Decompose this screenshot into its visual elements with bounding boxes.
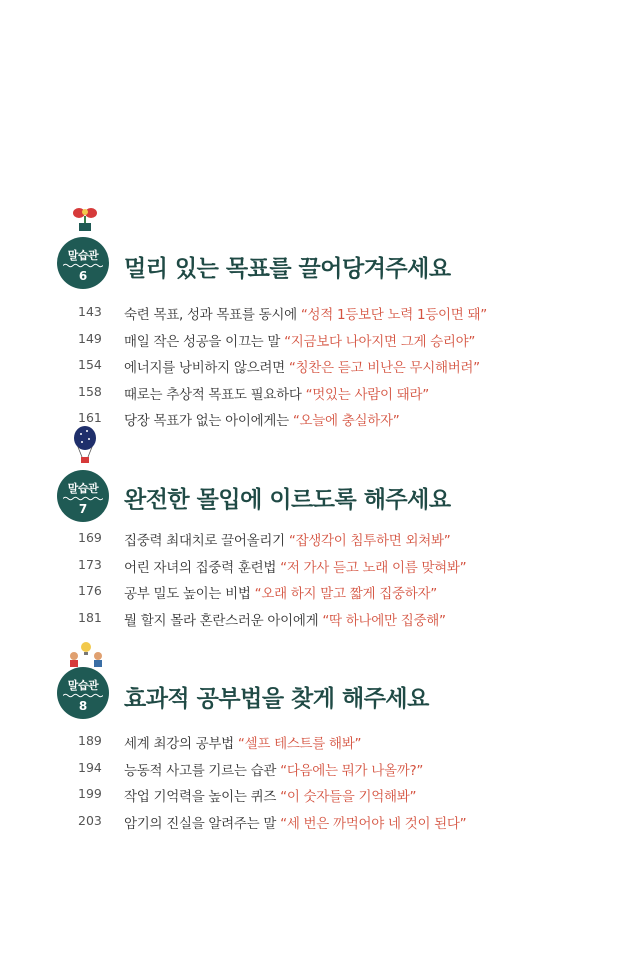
- badge-label: 말습관: [67, 679, 99, 692]
- entry-quote: “세 번은 까먹어야 네 것이 된다”: [280, 815, 467, 832]
- chapter-badge: [57, 667, 109, 719]
- entry-text: 숙련 목표, 성과 목표를 동시에 “성적 1등보단 노력 1등이면 돼”: [124, 307, 487, 323]
- entry-list: [0, 732, 630, 838]
- chapter-badge: [57, 237, 109, 289]
- entry-text: 집중력 최대치로 끌어올리기 “잡생각이 침투하면 외쳐봐”: [124, 533, 451, 549]
- entry-quote: “오래 하지 말고 짧게 집중하자”: [254, 586, 437, 602]
- flower-pot-icon: [70, 204, 100, 234]
- entry-quote: “다음에는 뭐가 나올까?”: [280, 762, 424, 779]
- entry-quote: “칭찬은 듣고 비난은 무시해버려”: [288, 360, 480, 376]
- hot-air-balloon-icon: [72, 425, 98, 465]
- entry-quote: “성적 1등보단 노력 1등이면 돼”: [300, 307, 487, 323]
- entry-list: [0, 529, 630, 635]
- page-number: 143: [78, 304, 102, 319]
- page-number: 189: [78, 733, 102, 748]
- page-number: 173: [78, 556, 102, 572]
- entry-text: 세계 최강의 공부법 “셀프 테스트를 해봐”: [124, 736, 362, 752]
- entry-text: 작업 기억력을 높이는 퀴즈 “이 숫자들을 기억해봐”: [124, 789, 417, 805]
- page-number: 176: [78, 583, 102, 598]
- entry-quote: “멋있는 사람이 돼라”: [305, 386, 429, 403]
- entry-quote: “딱 하나에만 집중해”: [322, 612, 446, 629]
- entry-text: 당장 목표가 없는 아이에게는 “오늘에 충실하자”: [124, 413, 400, 429]
- list-item: [0, 759, 630, 786]
- wave-icon: [63, 496, 103, 501]
- page-number: 149: [78, 330, 102, 346]
- entry-quote: “오늘에 충실하자”: [292, 413, 400, 429]
- badge-label: 말습관: [67, 249, 99, 262]
- chapter-title: 멀리 있는 목표를 끌어당겨주세요: [124, 256, 451, 282]
- wave-icon: [63, 693, 103, 698]
- chapter-number: 7: [78, 502, 88, 516]
- list-item: [0, 785, 630, 812]
- wave-icon: [63, 263, 103, 268]
- lightbulb-characters-icon: [66, 640, 106, 668]
- list-item: [0, 732, 630, 759]
- list-item: [0, 556, 630, 583]
- page-number: 203: [78, 812, 102, 828]
- chapter-title: 완전한 몰입에 이르도록 해주세요: [124, 487, 451, 513]
- list-item: [0, 812, 630, 839]
- list-item: [0, 582, 630, 609]
- entry-text: 때로는 추상적 목표도 필요하다 “멋있는 사람이 돼라”: [124, 386, 429, 403]
- entry-text: 어린 자녀의 집중력 훈련법 “저 가사 듣고 노래 이름 맞혀봐”: [124, 559, 467, 576]
- list-item: [0, 383, 630, 410]
- page-number: 169: [78, 530, 102, 545]
- page-number: 199: [78, 786, 102, 801]
- entry-text: 에너지를 낭비하지 않으려면 “칭찬은 듣고 비난은 무시해버려”: [124, 360, 480, 376]
- entry-quote: “셀프 테스트를 해봐”: [237, 736, 362, 752]
- page-number: 154: [78, 357, 102, 372]
- chapter-number: 6: [78, 269, 88, 283]
- entry-quote: “지금보다 나아지면 그게 승리야”: [284, 333, 476, 350]
- entry-text: 뭘 할지 몰라 혼란스러운 아이에게 “딱 하나에만 집중해”: [124, 612, 446, 629]
- entry-quote: “잡생각이 침투하면 외쳐봐”: [288, 533, 451, 549]
- entry-text: 능동적 사고를 기르는 습관 “다음에는 뭐가 나올까?”: [124, 762, 424, 779]
- page-number: 181: [78, 609, 102, 625]
- list-item: [0, 303, 630, 330]
- entry-list: [0, 303, 630, 436]
- chapter-badge: [57, 470, 109, 522]
- entry-text: 매일 작은 성공을 이끄는 말 “지금보다 나아지면 그게 승리야”: [124, 333, 476, 350]
- badge-label: 말습관: [67, 482, 99, 495]
- list-item: [0, 356, 630, 383]
- chapter-title: 효과적 공부법을 찾게 해주세요: [124, 686, 429, 712]
- list-item: [0, 609, 630, 636]
- list-item: [0, 330, 630, 357]
- page-number: 158: [78, 383, 102, 399]
- entry-quote: “이 숫자들을 기억해봐”: [280, 789, 417, 805]
- entry-text: 공부 밀도 높이는 비법 “오래 하지 말고 짧게 집중하자”: [124, 586, 437, 602]
- entry-text: 암기의 진실을 알려주는 말 “세 번은 까먹어야 네 것이 된다”: [124, 815, 467, 832]
- page-number: 194: [78, 759, 102, 775]
- list-item: [0, 529, 630, 556]
- entry-quote: “저 가사 듣고 노래 이름 맞혀봐”: [280, 559, 467, 576]
- chapter-number: 8: [78, 699, 88, 713]
- page-number: 161: [78, 410, 102, 425]
